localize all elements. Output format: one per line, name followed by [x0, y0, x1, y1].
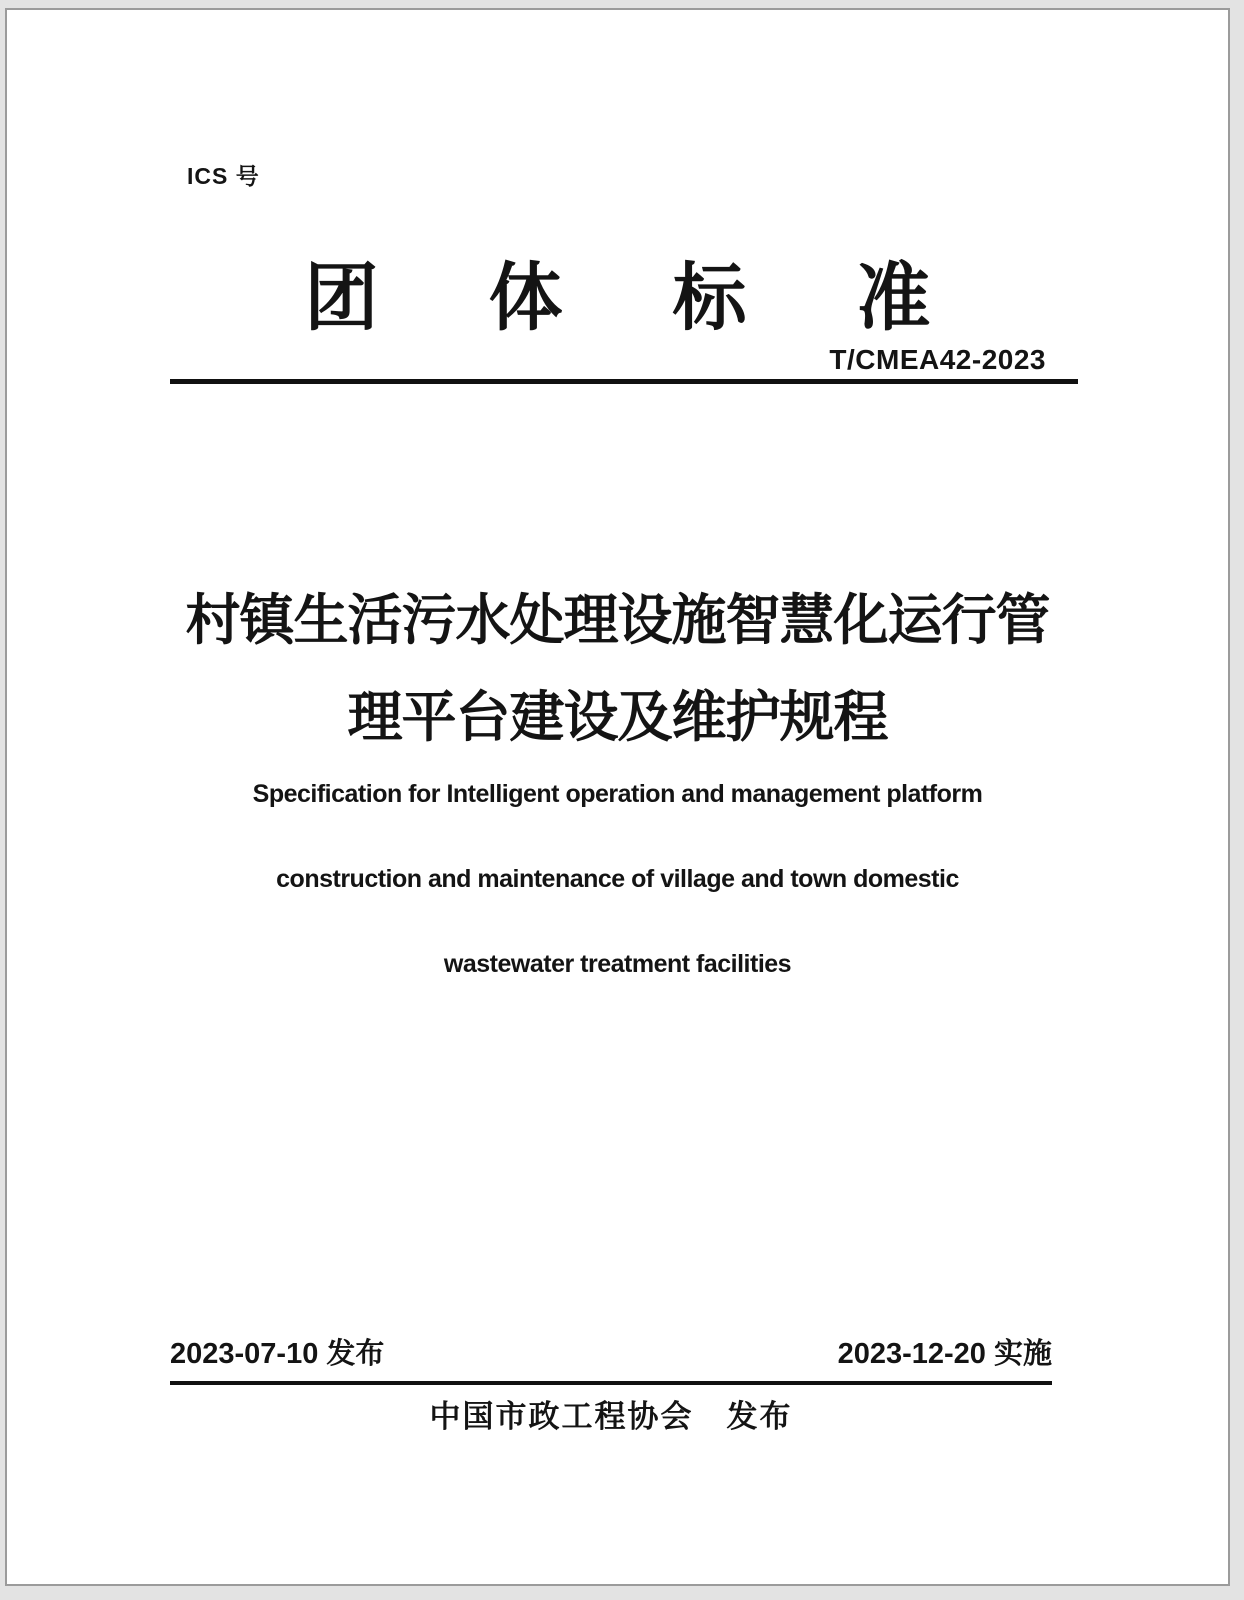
implementation-date: 2023-12-20 实施 [837, 1338, 1052, 1370]
issue-date: 2023-07-10 发布 [170, 1338, 385, 1370]
main-title-en [7, 782, 1228, 977]
dates-row [170, 1340, 1052, 1369]
standard-number: T/CMEA42-2023 [829, 344, 1046, 375]
main-title-cn [7, 589, 1228, 748]
publisher-line: 中国市政工程协会 发布 [429, 1399, 793, 1434]
standard-number-block [170, 344, 1078, 384]
header-rule [170, 379, 1078, 384]
main-title-en-line2: construction and maintenance of village and town domestic [276, 865, 959, 893]
doc-type-title: 团体标准 [304, 256, 1041, 339]
main-title-en-line3: wastewater treatment facilities [443, 950, 792, 978]
ics-label: ICS 号 [187, 163, 260, 189]
main-title-cn-line1: 村镇生活污水处理设施智慧化运行管 [185, 589, 1050, 651]
footer-block [170, 1340, 1052, 1432]
document-page [5, 8, 1230, 1586]
footer-rule [170, 1381, 1052, 1385]
main-title-cn-line2: 理平台建设及维护规程 [347, 686, 888, 748]
main-title-en-line1: Specification for Intelligent operation and management platform [252, 780, 983, 808]
